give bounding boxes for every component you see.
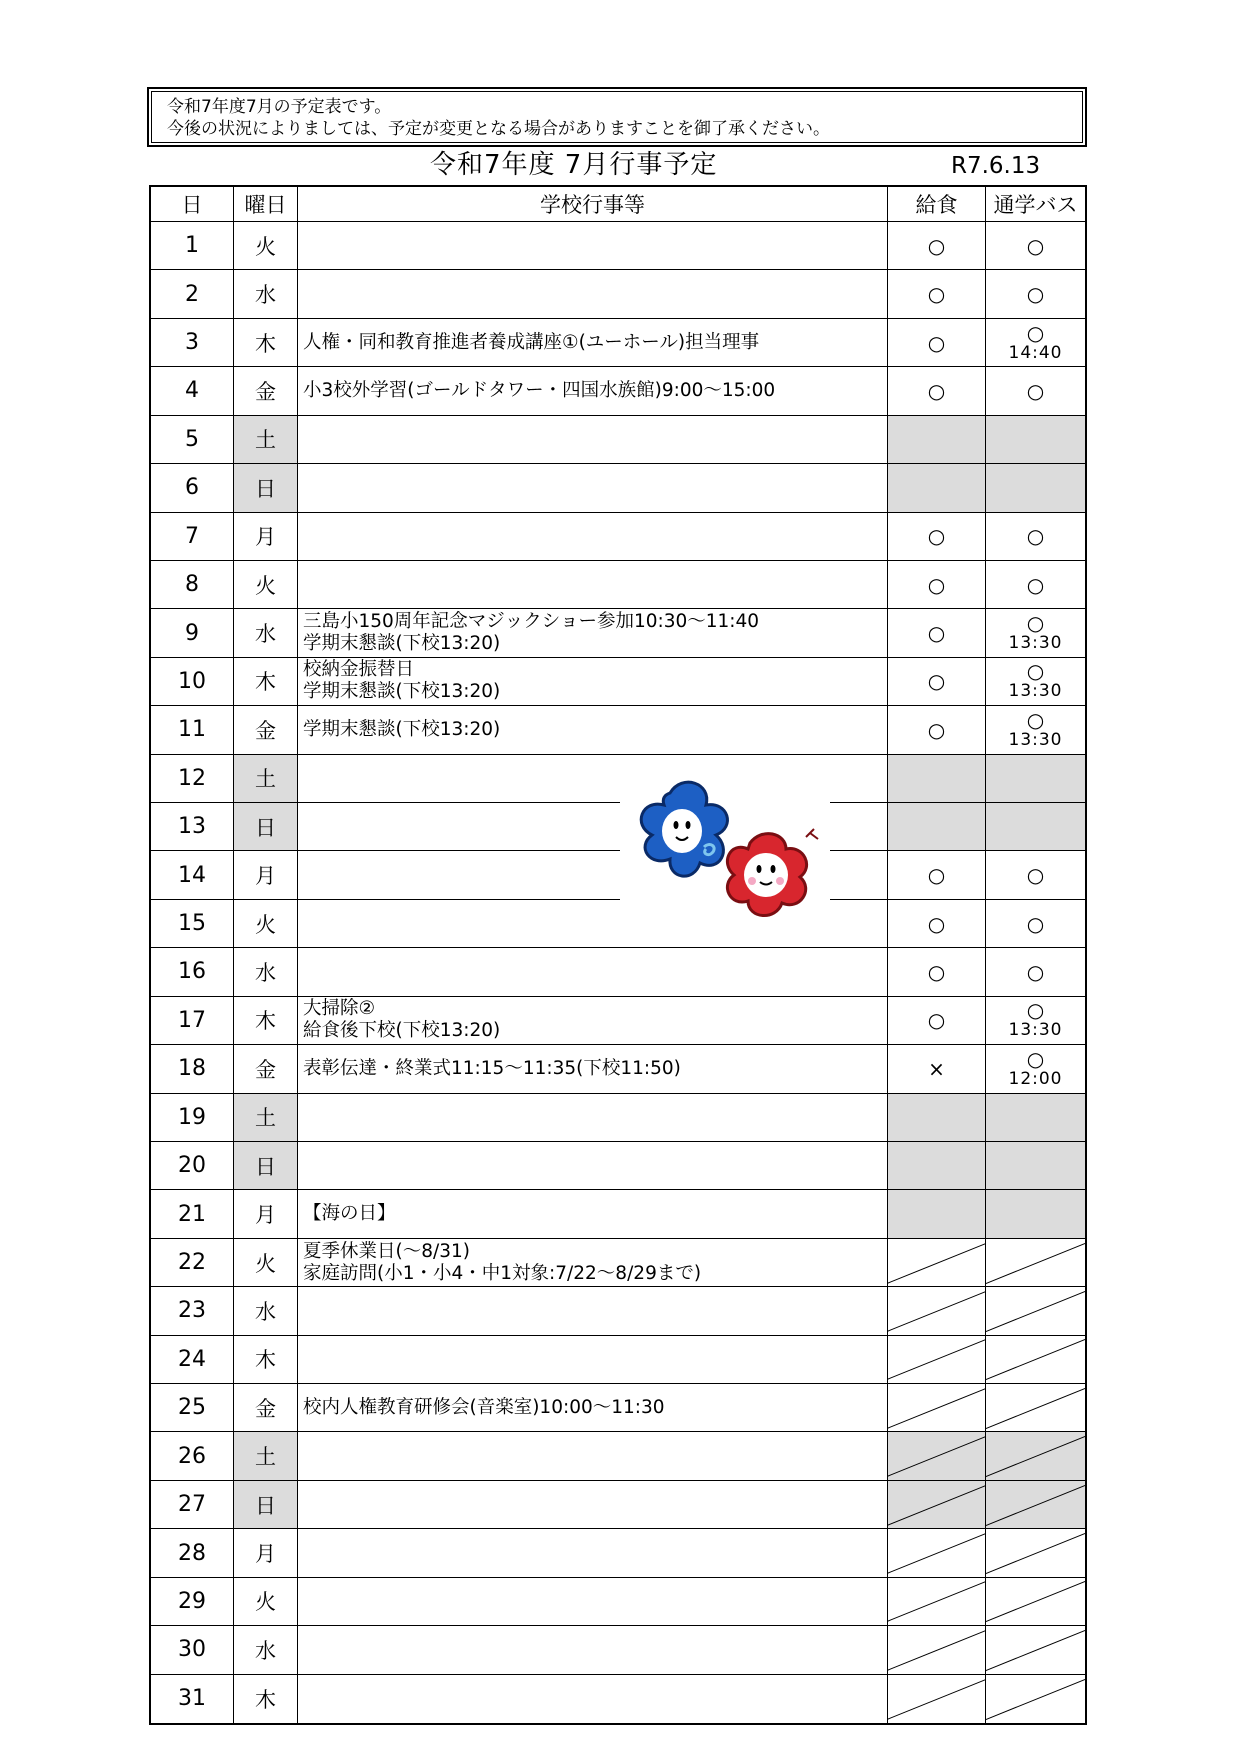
weekday-cell: 木 <box>234 658 298 706</box>
meal-cell: ○ <box>888 997 986 1045</box>
meal-cell: ○ <box>888 222 986 270</box>
meal-cell <box>888 1384 986 1432</box>
day-cell: 18 <box>151 1045 234 1093</box>
meal-cell: ○ <box>888 270 986 318</box>
blue-flower-mascot-icon <box>641 782 727 876</box>
header-events: 学校行事等 <box>298 187 888 222</box>
weekday-cell: 木 <box>234 319 298 367</box>
event-text: 学期末懇談(下校13:20) <box>303 633 501 655</box>
bus-cell <box>986 1529 1085 1577</box>
header-bus: 通学バス <box>986 187 1085 222</box>
day-cell: 12 <box>151 755 234 803</box>
bus-cell <box>986 1190 1085 1238</box>
weekday-cell: 水 <box>234 948 298 996</box>
meal-cell <box>888 464 986 512</box>
event-text: 人権・同和教育推進者養成講座①(ユーホール)担当理事 <box>303 331 760 353</box>
bus-time: 13:30 <box>1008 681 1063 702</box>
bus-mark: ○ <box>1026 659 1045 684</box>
bus-cell <box>986 1045 1085 1093</box>
weekday-cell: 火 <box>234 561 298 609</box>
weekday-cell: 日 <box>234 1481 298 1529</box>
events-cell <box>298 1432 888 1480</box>
bus-cell <box>986 1481 1085 1529</box>
meal-cell <box>888 1239 986 1287</box>
events-cell <box>298 1094 888 1142</box>
bus-cell <box>986 1578 1085 1626</box>
day-cell: 16 <box>151 948 234 996</box>
meal-cell <box>888 1432 986 1480</box>
bus-cell <box>986 1142 1085 1190</box>
day-cell: 19 <box>151 1094 234 1142</box>
day-cell: 8 <box>151 561 234 609</box>
meal-cell: ○ <box>888 900 986 948</box>
day-cell: 3 <box>151 319 234 367</box>
events-cell <box>298 319 888 367</box>
weekday-cell: 金 <box>234 1384 298 1432</box>
events-cell <box>298 416 888 464</box>
weekday-cell: 木 <box>234 1675 298 1723</box>
bus-cell <box>986 1287 1085 1335</box>
day-cell: 9 <box>151 609 234 657</box>
event-text: 表彰伝達・終業式11:15～11:35(下校11:50) <box>303 1057 681 1079</box>
day-cell: 15 <box>151 900 234 948</box>
meal-cell: ○ <box>888 658 986 706</box>
weekday-cell: 日 <box>234 803 298 851</box>
events-cell <box>298 561 888 609</box>
weekday-cell: 日 <box>234 1142 298 1190</box>
events-cell <box>298 270 888 318</box>
day-cell: 7 <box>151 513 234 561</box>
events-cell <box>298 1578 888 1626</box>
meal-cell <box>888 1142 986 1190</box>
events-cell <box>298 1239 888 1287</box>
day-cell: 14 <box>151 851 234 899</box>
day-cell: 4 <box>151 367 234 415</box>
meal-cell <box>888 803 986 851</box>
bus-time: 14:40 <box>1008 342 1063 363</box>
event-text: 大掃除② <box>303 998 376 1020</box>
notice-box <box>147 87 1087 147</box>
events-cell <box>298 1045 888 1093</box>
events-cell <box>298 948 888 996</box>
bus-cell <box>986 609 1085 657</box>
bus-time: 13:30 <box>1008 1020 1063 1041</box>
events-cell <box>298 1287 888 1335</box>
day-cell: 24 <box>151 1336 234 1384</box>
bus-mark: ○ <box>1026 320 1045 345</box>
weekday-cell: 水 <box>234 1287 298 1335</box>
events-cell <box>298 222 888 270</box>
day-cell: 30 <box>151 1626 234 1674</box>
meal-cell: ○ <box>888 851 986 899</box>
day-cell: 2 <box>151 270 234 318</box>
meal-cell <box>888 1529 986 1577</box>
meal-cell <box>888 1190 986 1238</box>
events-cell <box>298 1626 888 1674</box>
events-cell <box>298 367 888 415</box>
day-cell: 23 <box>151 1287 234 1335</box>
notice-line-1: 令和7年度7月の予定表です。 <box>167 97 392 117</box>
events-cell <box>298 1675 888 1723</box>
meal-cell <box>888 1094 986 1142</box>
bus-cell <box>986 803 1085 851</box>
bus-cell <box>986 416 1085 464</box>
header-dow: 曜日 <box>234 187 298 222</box>
bus-mark: ○ <box>1026 611 1045 636</box>
bus-mark: ○ <box>1026 1046 1045 1071</box>
bus-cell: ○ <box>986 367 1085 415</box>
weekday-cell: 木 <box>234 997 298 1045</box>
bus-cell <box>986 1675 1085 1723</box>
bus-cell: ○ <box>986 900 1085 948</box>
event-text: 校内人権教育研修会(音楽室)10:00～11:30 <box>303 1396 665 1418</box>
bus-cell <box>986 464 1085 512</box>
weekday-cell: 金 <box>234 367 298 415</box>
bus-cell: ○ <box>986 222 1085 270</box>
meal-cell: ○ <box>888 561 986 609</box>
header-meal: 給食 <box>888 187 986 222</box>
bus-cell <box>986 755 1085 803</box>
bus-cell: ○ <box>986 270 1085 318</box>
weekday-cell: 火 <box>234 900 298 948</box>
day-cell: 17 <box>151 997 234 1045</box>
header-day: 日 <box>151 187 234 222</box>
day-cell: 6 <box>151 464 234 512</box>
event-text: 家庭訪問(小1・小4・中1対象:7/22～8/29まで) <box>303 1262 702 1284</box>
meal-cell: ○ <box>888 367 986 415</box>
weekday-cell: 月 <box>234 1529 298 1577</box>
bus-time: 12:00 <box>1008 1068 1063 1089</box>
event-text: 学期末懇談(下校13:20) <box>303 718 501 740</box>
bus-cell <box>986 1094 1085 1142</box>
event-text: 小3校外学習(ゴールドタワー・四国水族館)9:00～15:00 <box>303 379 776 401</box>
day-cell: 29 <box>151 1578 234 1626</box>
bus-cell: ○ <box>986 948 1085 996</box>
bus-cell <box>986 706 1085 754</box>
bus-mark: ○ <box>1026 707 1045 732</box>
notice-inner <box>151 91 1083 143</box>
event-text: 【海の日】 <box>303 1203 396 1225</box>
bus-cell <box>986 997 1085 1045</box>
weekday-cell: 日 <box>234 464 298 512</box>
weekday-cell: 木 <box>234 1336 298 1384</box>
events-cell <box>298 658 888 706</box>
events-cell <box>298 706 888 754</box>
event-text: 夏季休業日(～8/31) <box>303 1240 470 1262</box>
bus-cell: ○ <box>986 561 1085 609</box>
weekday-cell: 金 <box>234 1045 298 1093</box>
meal-cell: ○ <box>888 948 986 996</box>
weekday-cell: 水 <box>234 609 298 657</box>
weekday-cell: 金 <box>234 706 298 754</box>
bus-cell <box>986 658 1085 706</box>
day-cell: 31 <box>151 1675 234 1723</box>
bus-time: 13:30 <box>1008 729 1063 750</box>
mascot-illustration <box>620 775 830 925</box>
events-cell <box>298 1190 888 1238</box>
meal-cell <box>888 1626 986 1674</box>
meal-cell <box>888 1675 986 1723</box>
events-cell <box>298 997 888 1045</box>
bus-time: 13:30 <box>1008 633 1063 654</box>
day-cell: 22 <box>151 1239 234 1287</box>
event-text: 学期末懇談(下校13:20) <box>303 681 501 703</box>
bus-cell: ○ <box>986 513 1085 561</box>
red-flower-mascot-icon <box>727 829 818 916</box>
weekday-cell: 火 <box>234 1239 298 1287</box>
weekday-cell: 土 <box>234 755 298 803</box>
day-cell: 1 <box>151 222 234 270</box>
events-cell <box>298 1142 888 1190</box>
meal-cell <box>888 416 986 464</box>
day-cell: 27 <box>151 1481 234 1529</box>
bus-cell: ○ <box>986 851 1085 899</box>
meal-cell <box>888 755 986 803</box>
meal-cell: ○ <box>888 609 986 657</box>
event-text: 三島小150周年記念マジックショー参加10:30～11:40 <box>303 611 760 633</box>
page-title: 令和7年度 7月行事予定 <box>430 150 718 180</box>
events-cell <box>298 1481 888 1529</box>
events-cell <box>298 513 888 561</box>
meal-cell <box>888 1287 986 1335</box>
meal-cell: × <box>888 1045 986 1093</box>
day-cell: 26 <box>151 1432 234 1480</box>
meal-cell: ○ <box>888 513 986 561</box>
bus-mark: ○ <box>1026 998 1045 1023</box>
bus-cell <box>986 1626 1085 1674</box>
day-cell: 28 <box>151 1529 234 1577</box>
events-cell <box>298 1384 888 1432</box>
schedule-table <box>149 185 1087 1725</box>
weekday-cell: 火 <box>234 1578 298 1626</box>
events-cell <box>298 609 888 657</box>
meal-cell <box>888 1481 986 1529</box>
day-cell: 10 <box>151 658 234 706</box>
event-text: 校納金振替日 <box>303 659 415 681</box>
bus-cell <box>986 1239 1085 1287</box>
bus-cell <box>986 1432 1085 1480</box>
bus-cell <box>986 1384 1085 1432</box>
meal-cell: ○ <box>888 706 986 754</box>
day-cell: 25 <box>151 1384 234 1432</box>
weekday-cell: 月 <box>234 513 298 561</box>
event-text: 給食後下校(下校13:20) <box>303 1020 501 1042</box>
bus-cell <box>986 1336 1085 1384</box>
events-cell <box>298 464 888 512</box>
meal-cell: ○ <box>888 319 986 367</box>
revision-date: R7.6.13 <box>951 153 1041 179</box>
weekday-cell: 土 <box>234 1094 298 1142</box>
weekday-cell: 水 <box>234 1626 298 1674</box>
events-cell <box>298 1336 888 1384</box>
meal-cell <box>888 1336 986 1384</box>
day-cell: 11 <box>151 706 234 754</box>
bus-cell <box>986 319 1085 367</box>
day-cell: 21 <box>151 1190 234 1238</box>
day-cell: 5 <box>151 416 234 464</box>
weekday-cell: 土 <box>234 1432 298 1480</box>
notice-line-2: 今後の状況によりましては、予定が変更となる場合がありますことを御了承ください。 <box>167 119 830 139</box>
weekday-cell: 水 <box>234 270 298 318</box>
events-cell <box>298 1529 888 1577</box>
meal-cell <box>888 1578 986 1626</box>
weekday-cell: 月 <box>234 851 298 899</box>
day-cell: 20 <box>151 1142 234 1190</box>
day-cell: 13 <box>151 803 234 851</box>
weekday-cell: 火 <box>234 222 298 270</box>
weekday-cell: 土 <box>234 416 298 464</box>
weekday-cell: 月 <box>234 1190 298 1238</box>
